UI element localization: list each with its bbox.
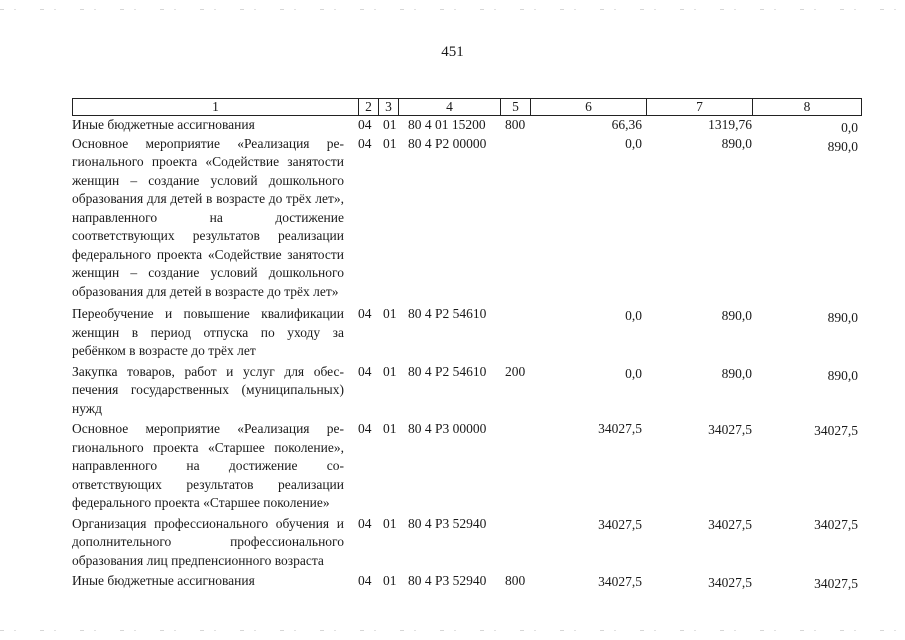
header-col-7: 7	[647, 99, 753, 115]
row-value-col7: 890,0	[721, 308, 752, 323]
row-subsection: 01	[383, 515, 397, 531]
table-header-row	[72, 98, 862, 116]
row-subsection: 01	[383, 421, 397, 436]
row-expense-type: 200	[505, 363, 526, 379]
row-section: 04	[358, 117, 372, 132]
header-col-1: 1	[73, 99, 359, 115]
scan-noise-bottom	[0, 630, 905, 631]
row-description: Переобучение и повышение квалификации женщин в период отпуска по уходу за ребёнком в возрасте до трёх лет	[72, 306, 344, 358]
row-value-col6: 0,0	[625, 308, 642, 323]
row-target-article: 80 4 Р3 52940	[408, 573, 487, 588]
row-value-col7: 34027,5	[708, 575, 752, 590]
table-row	[72, 363, 862, 419]
row-target-article: 80 4 Р3 52940	[408, 515, 487, 531]
row-expense-type: 800	[505, 117, 526, 132]
row-value-col7: 34027,5	[708, 422, 752, 437]
row-target-article: 80 4 Р3 00000	[408, 421, 487, 436]
row-description: Основное мероприятие «Реализация регионального проекта «Старшее поколение», направленного на достижение соответствующих результатов реализации федерального проекта «Старшее поколение»	[72, 421, 344, 510]
row-value-col8: 890,0	[827, 138, 858, 154]
header-col-8: 8	[803, 99, 811, 114]
row-value-col7: 890,0	[721, 135, 752, 151]
row-value-col6: 66,36	[611, 117, 642, 132]
table-row	[72, 116, 862, 135]
row-subsection: 01	[383, 573, 397, 588]
row-value-col6: 34027,5	[598, 574, 642, 589]
row-target-article: 80 4 Р2 00000	[408, 135, 487, 151]
row-value-col6: 0,0	[625, 135, 642, 151]
row-description: Организация профессионального обучения и дополнительного профессионального образования лиц предпенсионного возраста	[72, 515, 344, 568]
row-section: 04	[358, 573, 372, 588]
row-value-col8: 890,0	[827, 310, 858, 325]
table-row	[72, 135, 862, 302]
row-section: 04	[358, 135, 372, 151]
row-subsection: 01	[383, 363, 397, 379]
row-value-col7: 34027,5	[708, 516, 752, 532]
row-value-col6: 0,0	[625, 365, 642, 381]
row-description: Иные бюджетные ассигнования	[72, 117, 255, 132]
row-value-col7: 890,0	[721, 365, 752, 381]
row-value-col6: 34027,5	[598, 421, 642, 436]
row-target-article: 80 4 01 15200	[408, 117, 486, 132]
row-description: Закупка товаров, работ и услуг для обеспечения государственных (муниципальных) нужд	[72, 363, 344, 416]
row-target-article: 80 4 Р2 54610	[408, 306, 487, 321]
page-number: 451	[441, 44, 464, 60]
row-description: Основное мероприятие «Реализация регионального проекта «Содействие занятости женщин – создание условий дошкольного образования для детей в возрасте до трёх лет», направленного на достижение соответствующих результатов реализации федерального проекта «Содействие занятости женщин – создание условий дошкольного образования для детей в возрасте до трёх лет»	[72, 135, 344, 299]
table-row	[72, 572, 862, 591]
header-col-2: 2	[359, 99, 379, 115]
table-row	[72, 515, 862, 571]
row-section: 04	[358, 363, 372, 379]
row-value-col7: 1319,76	[708, 117, 752, 132]
row-value-col6: 34027,5	[598, 516, 642, 532]
row-value-col8: 34027,5	[814, 576, 858, 591]
row-section: 04	[358, 421, 372, 436]
row-subsection: 01	[383, 306, 397, 321]
scan-noise-top	[0, 9, 905, 10]
row-value-col8: 0,0	[841, 120, 858, 135]
row-subsection: 01	[383, 135, 397, 151]
table-row	[72, 305, 862, 361]
header-col-4: 4	[399, 99, 501, 115]
row-section: 04	[358, 515, 372, 531]
row-value-col8: 890,0	[827, 367, 858, 383]
header-col-6: 6	[531, 99, 647, 115]
header-col-5: 5	[501, 99, 531, 115]
budget-table	[72, 98, 862, 591]
row-subsection: 01	[383, 117, 397, 132]
row-target-article: 80 4 Р2 54610	[408, 363, 487, 379]
row-description: Иные бюджетные ассигнования	[72, 573, 255, 588]
row-value-col8: 34027,5	[814, 423, 858, 438]
table-row	[72, 420, 862, 513]
row-expense-type: 800	[505, 573, 526, 588]
row-section: 04	[358, 306, 372, 321]
row-value-col8: 34027,5	[814, 516, 858, 532]
header-col-3: 3	[379, 99, 399, 115]
